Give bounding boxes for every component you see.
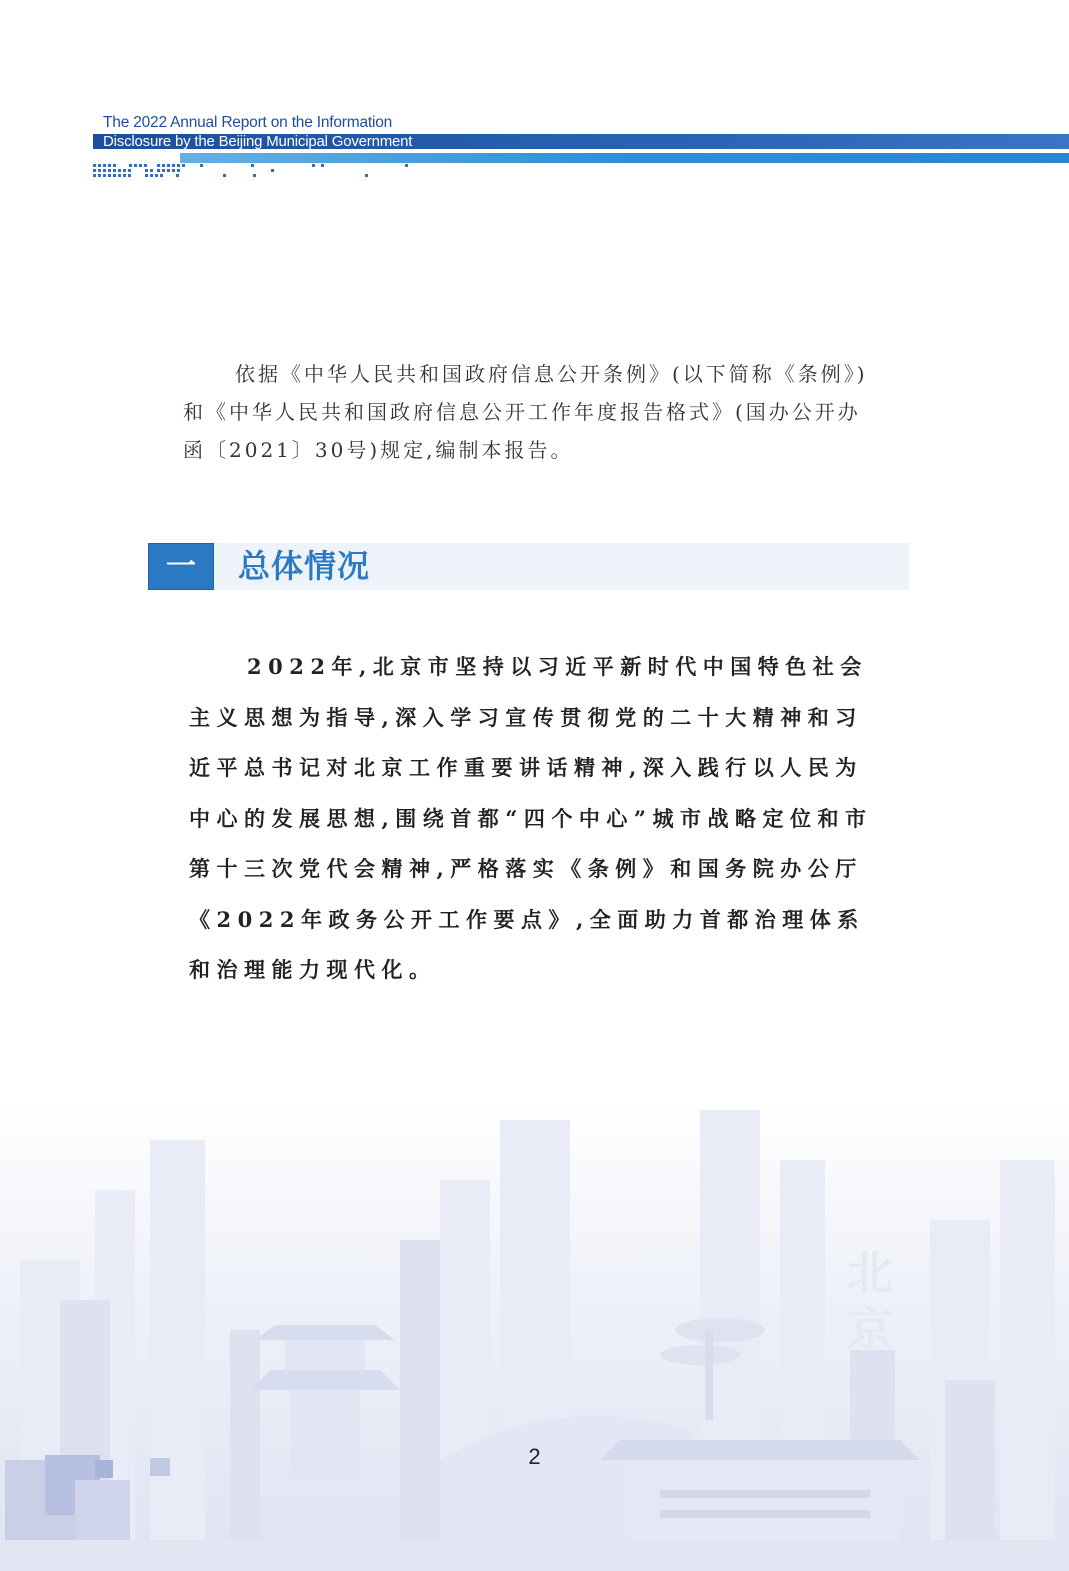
watermark-text: 北京 (847, 1246, 893, 1356)
section-paragraph: 2022年,北京市坚持以习近平新时代中国特色社会主义思想为指导,深入学习宣传贯彻党的二十大精神和习近平总书记对北京工作重要讲话精神,深入践行以人民为中心的发展思想,围绕首都“四个中心”城市战略定位和市第十三次党代会精神,严格落实《条例》和国务院办公厅《2022年政务公开工作要点》,全面助力首都治理体系和治理能力现代化。 (189, 654, 873, 982)
skyline-background-illustration (0, 1100, 1069, 1571)
header-dot-pattern (93, 163, 423, 179)
section-title: 总体情况 (238, 547, 371, 585)
header-title-line1: The 2022 Annual Report on the Information (103, 114, 393, 131)
section-number: 一 (148, 543, 214, 590)
header-stripe (180, 153, 1069, 163)
section-heading (148, 543, 909, 590)
page-number: 2 (528, 1444, 541, 1469)
header-title-line2: Disclosure by the Beijing Municipal Government (103, 133, 413, 150)
intro-paragraph: 依据《中华人民共和国政府信息公开条例》(以下简称《条例》)和《中华人民共和国政府信息公开工作年度报告格式》(国办公开办函〔2021〕30号)规定,编制本报告。 (183, 362, 868, 462)
